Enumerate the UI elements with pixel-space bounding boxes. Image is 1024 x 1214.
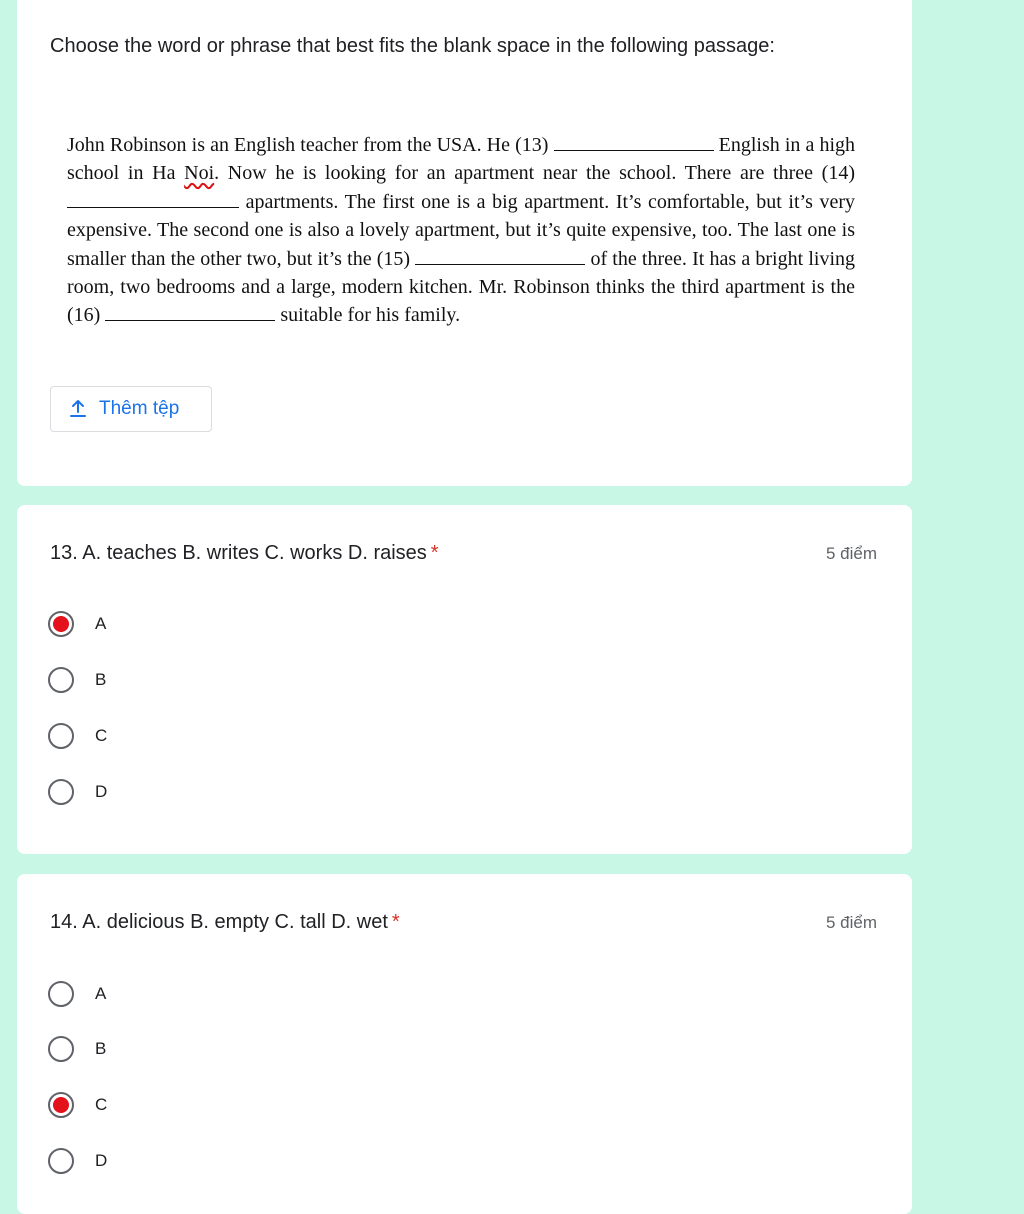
required-marker: * (430, 542, 439, 564)
question-text: 14. A. delicious B. empty C. tall D. wet (50, 911, 388, 933)
passage-segment: apartments. The first one is a big apartment. It’s comfortable, but it’s very expensive. The second one is also a lovely apartment, but it’s quite expensive, too. The last one is smaller than the other two, but it’s the (15) (67, 190, 855, 270)
option-label: C (95, 726, 108, 745)
section-instruction: Choose the word or phrase that best fits the blank space in the following passage: (50, 35, 775, 57)
radio-button[interactable] (48, 1036, 74, 1062)
passage-segment: of the three. It has a bright living room, two bedrooms and a large, modern kitchen. Mr. Robinson thinks the third apartment is the (16) (67, 247, 856, 327)
radio-button-selected[interactable] (48, 611, 74, 637)
option-a[interactable] (48, 979, 106, 1009)
passage-segment: John Robinson is an English teacher from the USA. He (13) (67, 134, 554, 156)
option-d[interactable] (48, 1146, 107, 1176)
question-title (50, 911, 400, 934)
passage-card (17, 0, 912, 486)
radio-button[interactable] (48, 723, 74, 749)
radio-dot (53, 616, 69, 632)
passage-text (67, 131, 855, 330)
option-label: D (95, 782, 108, 801)
question-card-13 (17, 505, 912, 854)
option-label: D (95, 1151, 108, 1170)
option-label: B (95, 670, 107, 689)
passage-segment-misspelled: Noi (184, 162, 215, 185)
blank-15 (415, 246, 585, 265)
option-d[interactable] (48, 777, 107, 807)
blank-14 (67, 189, 239, 208)
question-title (50, 542, 439, 565)
add-file-button[interactable] (50, 386, 212, 432)
question-text: 13. A. teaches B. writes C. works D. raises (50, 542, 427, 564)
option-a[interactable] (48, 609, 106, 639)
option-label: A (95, 984, 107, 1003)
option-label: A (95, 614, 107, 633)
option-label: B (95, 1039, 107, 1058)
passage-segment: . Now he is looking for an apartment near the school. There are three (14) (214, 162, 855, 185)
option-b[interactable] (48, 665, 106, 695)
blank-13 (554, 132, 714, 151)
option-c[interactable] (48, 721, 107, 751)
passage-segment: English in a high school in Ha (67, 134, 855, 185)
question-card-14 (17, 874, 912, 1214)
radio-button[interactable] (48, 779, 74, 805)
option-c[interactable] (48, 1090, 107, 1120)
radio-button-selected[interactable] (48, 1092, 74, 1118)
radio-button[interactable] (48, 1148, 74, 1174)
points-label: 5 điểm (825, 544, 877, 563)
blank-16 (105, 302, 275, 321)
radio-dot (53, 1097, 69, 1113)
radio-button[interactable] (48, 981, 74, 1007)
radio-button[interactable] (48, 667, 74, 693)
points-label: 5 điểm (825, 913, 877, 932)
required-marker: * (391, 911, 400, 933)
passage-segment: suitable for his family. (275, 304, 461, 327)
option-b[interactable] (48, 1034, 106, 1064)
option-label: C (95, 1095, 108, 1114)
upload-icon (69, 399, 87, 419)
add-file-label: Thêm tệp (99, 398, 180, 419)
